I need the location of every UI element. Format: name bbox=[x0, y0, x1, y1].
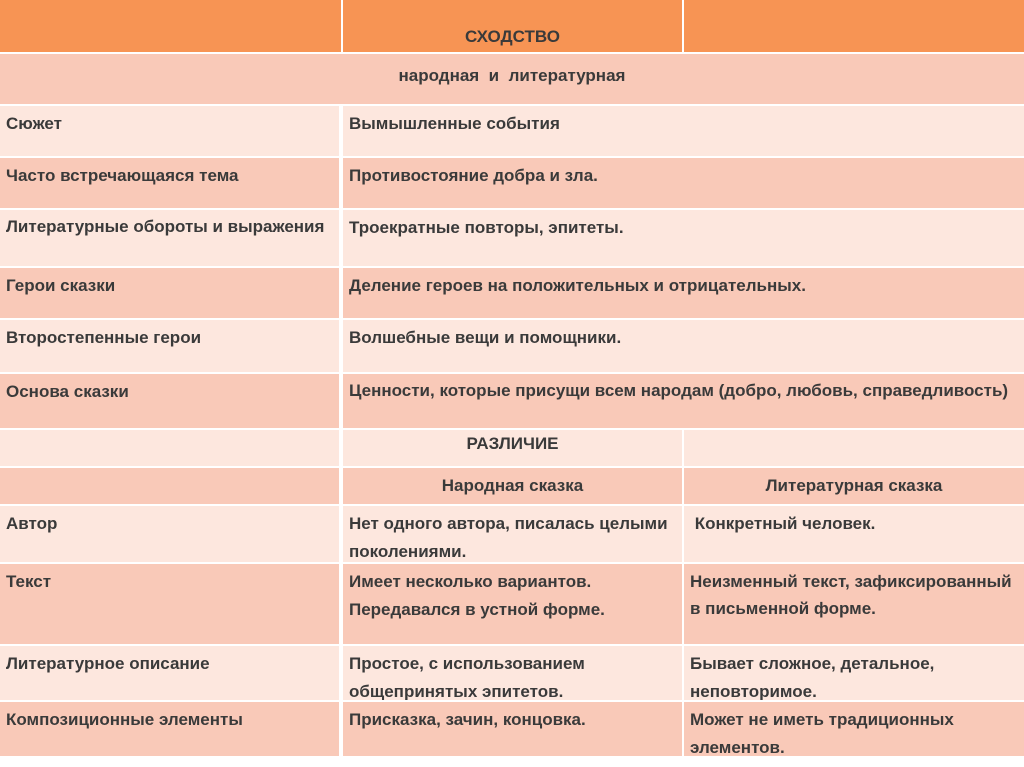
table-row-folk: Присказка, зачин, концовка. bbox=[343, 702, 682, 756]
header-cell-left bbox=[0, 0, 341, 52]
difference-header-title bbox=[343, 430, 682, 466]
table-row-value: Троекратные повторы, эпитеты. bbox=[343, 210, 1024, 266]
table-row-label: Литературное описание bbox=[0, 646, 339, 700]
table-row-value: Противостояние добра и зла. bbox=[343, 158, 1024, 208]
column-heading-literary: Литературная сказка bbox=[684, 468, 1024, 504]
table-row-label: Герои сказки bbox=[0, 268, 339, 318]
difference-title: РАЗЛИЧИЕ bbox=[466, 434, 559, 453]
similarity-title: СХОДСТВО bbox=[465, 27, 560, 46]
table-row-value: Вымышленные события bbox=[343, 106, 1024, 156]
table-row-folk: Имеет несколько вариантов. Передавался в устной форме. bbox=[343, 564, 682, 644]
table-row-literary: Может не иметь традиционных элементов. bbox=[684, 702, 1024, 756]
table-row-label: Композиционные элементы bbox=[0, 702, 339, 756]
footer-strip bbox=[0, 757, 1024, 767]
table-row-value: Ценности, которые присущи всем народам (добро, любовь, справедливость) bbox=[343, 374, 1024, 428]
difference-header-right bbox=[684, 430, 1024, 466]
table-row-folk: Простое, с использованием общепринятых эпитетов. bbox=[343, 646, 682, 700]
column-heading-empty bbox=[0, 468, 339, 504]
table-row-literary: Неизменный текст, зафиксированный в письменной форме. bbox=[684, 564, 1024, 644]
table-row-label: Текст bbox=[0, 564, 339, 644]
table-row-label: Сюжет bbox=[0, 106, 339, 156]
table-row-literary: Конкретный человек. bbox=[684, 506, 1024, 562]
table-row-value: Деление героев на положительных и отрицательных. bbox=[343, 268, 1024, 318]
difference-header-left bbox=[0, 430, 339, 466]
table-row-label: Основа сказки bbox=[0, 374, 339, 428]
table-row-label: Второстепенные герои bbox=[0, 320, 339, 372]
table-row-folk: Нет одного автора, писалась целыми поколениями. bbox=[343, 506, 682, 562]
table-row-value: Волшебные вещи и помощники. bbox=[343, 320, 1024, 372]
similarity-subtitle: народная и литературная bbox=[398, 66, 626, 85]
header-cell-title bbox=[343, 0, 682, 52]
table-row-label: Автор bbox=[0, 506, 339, 562]
table-row-label: Часто встречающаяся тема bbox=[0, 158, 339, 208]
column-heading-folk: Народная сказка bbox=[343, 468, 682, 504]
table-row-label: Литературные обороты и выражения bbox=[0, 210, 339, 266]
subtitle-row bbox=[0, 54, 1024, 104]
header-cell-right bbox=[684, 0, 1024, 52]
table-row-literary: Бывает сложное, детальное, неповторимое. bbox=[684, 646, 1024, 700]
